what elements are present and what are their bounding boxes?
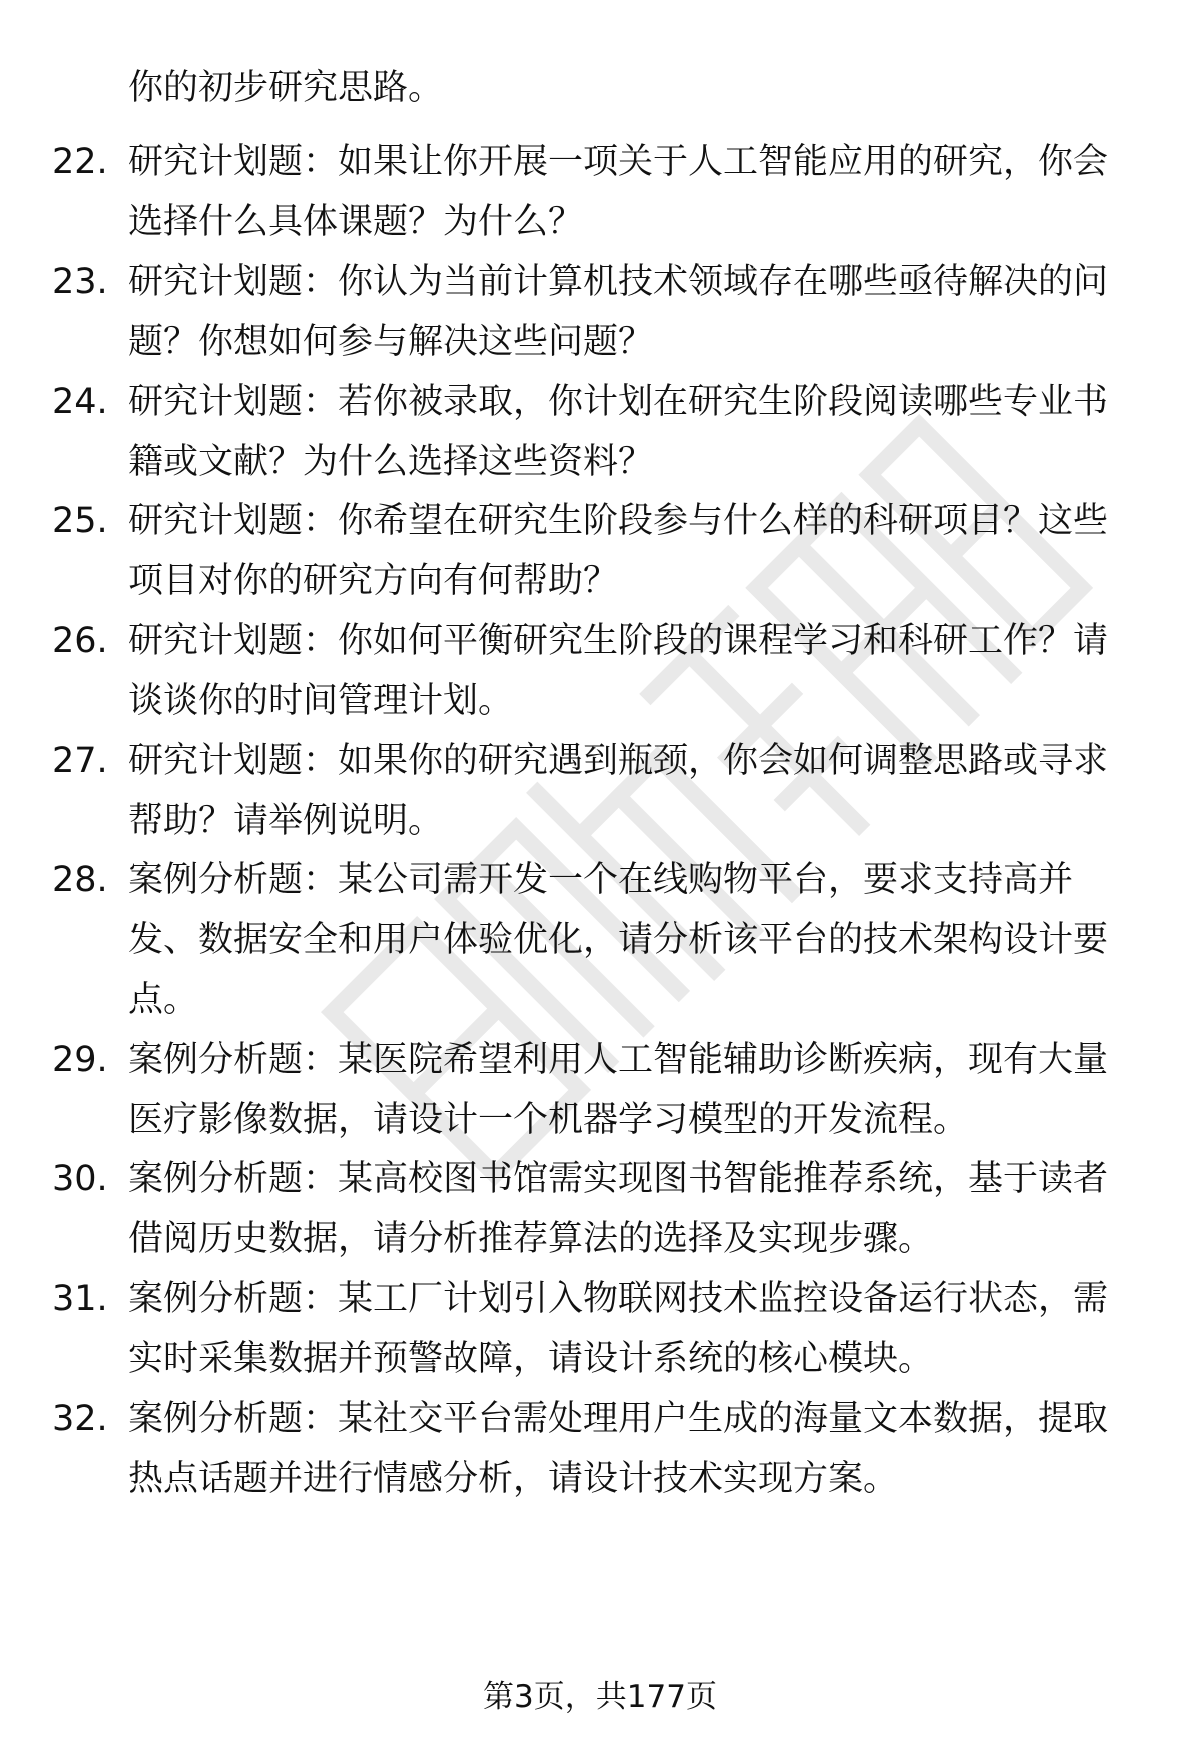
question-text-line: 研究计划题：你希望在研究生阶段参与什么样的科研项目？这些	[128, 501, 1109, 541]
question-number: 31.	[52, 1279, 108, 1319]
question-item	[52, 491, 1160, 611]
question-text-line: 项目对你的研究方向有何帮助？	[128, 561, 619, 601]
question-text-line: 案例分析题：某工厂计划引入物联网技术监控设备运行状态，需	[128, 1279, 1109, 1319]
question-item	[52, 850, 1160, 1030]
question-text-line: 研究计划题：若你被录取，你计划在研究生阶段阅读哪些专业书	[128, 382, 1109, 422]
question-number: 26.	[52, 621, 108, 661]
question-text-line: 案例分析题：某社交平台需处理用户生成的海量文本数据，提取	[128, 1399, 1109, 1439]
question-text-line: 籍或文献？为什么选择这些资料？	[128, 442, 654, 482]
question-item	[52, 1269, 1160, 1389]
question-number: 29.	[52, 1040, 108, 1080]
question-text-line: 研究计划题：如果让你开展一项关于人工智能应用的研究，你会	[128, 142, 1109, 182]
page-footer: 第3页，共177页	[483, 1679, 717, 1715]
question-text-line: 医疗影像数据，请设计一个机器学习模型的开发流程。	[128, 1100, 969, 1140]
question-text-line: 热点话题并进行情感分析，请设计技术实现方案。	[128, 1459, 899, 1499]
question-text-line: 研究计划题：你认为当前计算机技术领域存在哪些亟待解决的问	[128, 262, 1109, 302]
question-number: 27.	[52, 741, 108, 781]
question-item	[52, 372, 1160, 492]
question-text-line: 帮助？请举例说明。	[128, 801, 444, 841]
question-number: 25.	[52, 501, 108, 541]
question-number: 30.	[52, 1159, 108, 1199]
question-text-line: 题？你想如何参与解决这些问题？	[128, 322, 654, 362]
question-item	[52, 132, 1160, 252]
question-text-line: 发、数据安全和用户体验优化，请分析该平台的技术架构设计要	[128, 920, 1109, 960]
question-text-line: 案例分析题：某高校图书馆需实现图书智能推荐系统，基于读者	[128, 1159, 1109, 1199]
question-item	[52, 1149, 1160, 1269]
question-number: 32.	[52, 1399, 108, 1439]
question-item	[52, 1030, 1160, 1150]
question-text-line: 点。	[128, 980, 199, 1020]
continued-text-line: 你的初步研究思路。	[128, 68, 444, 108]
question-number: 28.	[52, 860, 108, 900]
question-text-line: 选择什么具体课题？为什么？	[128, 202, 584, 242]
question-number: 23.	[52, 262, 108, 302]
question-text-line: 实时采集数据并预警故障，请设计系统的核心模块。	[128, 1339, 934, 1379]
question-item	[52, 1389, 1160, 1509]
question-text-line: 研究计划题：你如何平衡研究生阶段的课程学习和科研工作？请	[128, 621, 1109, 661]
question-text-line: 谈谈你的时间管理计划。	[128, 681, 514, 721]
question-number: 22.	[52, 142, 108, 182]
question-item	[52, 252, 1160, 372]
question-item	[52, 611, 1160, 731]
question-item	[52, 731, 1160, 851]
question-text-line: 案例分析题：某医院希望利用人工智能辅助诊断疾病，现有大量	[128, 1040, 1109, 1080]
question-text-line: 研究计划题：如果你的研究遇到瓶颈，你会如何调整思路或寻求	[128, 741, 1109, 781]
question-text-line: 借阅历史数据，请分析推荐算法的选择及实现步骤。	[128, 1219, 934, 1259]
question-number: 24.	[52, 382, 108, 422]
question-text-line: 案例分析题：某公司需开发一个在线购物平台，要求支持高并	[128, 860, 1074, 900]
